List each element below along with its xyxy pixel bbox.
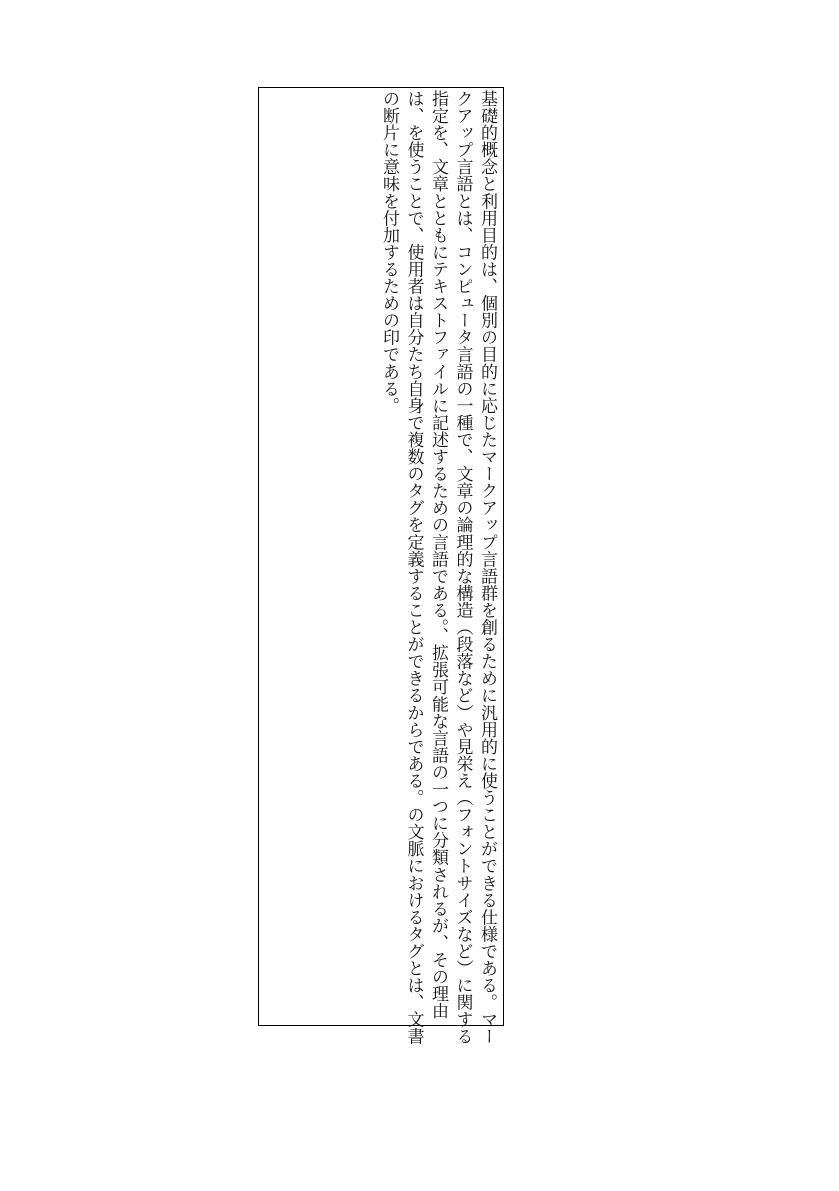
text-frame (258, 87, 504, 1045)
body-paragraph: 基礎的概念と利用目的は、個別の目的に応じたマークアップ言語群を創るために汎用的に使うことができる仕様である。マークアップ言語とは、コンピュータ言語の一種で、文章の論理的な構造（段落など）や見栄え（フォントサイズなど）に関する指定を、文章とともにテキストファイルに記述するための言語である。、拡張可能な言語の一つに分類されるが、その理由は、を使うことで、使用者は自分たち自身で複数のタグを定義することができるからである。の文脈におけるタグとは、文書の断片に意味を付加するための印である。 (379, 90, 497, 1045)
